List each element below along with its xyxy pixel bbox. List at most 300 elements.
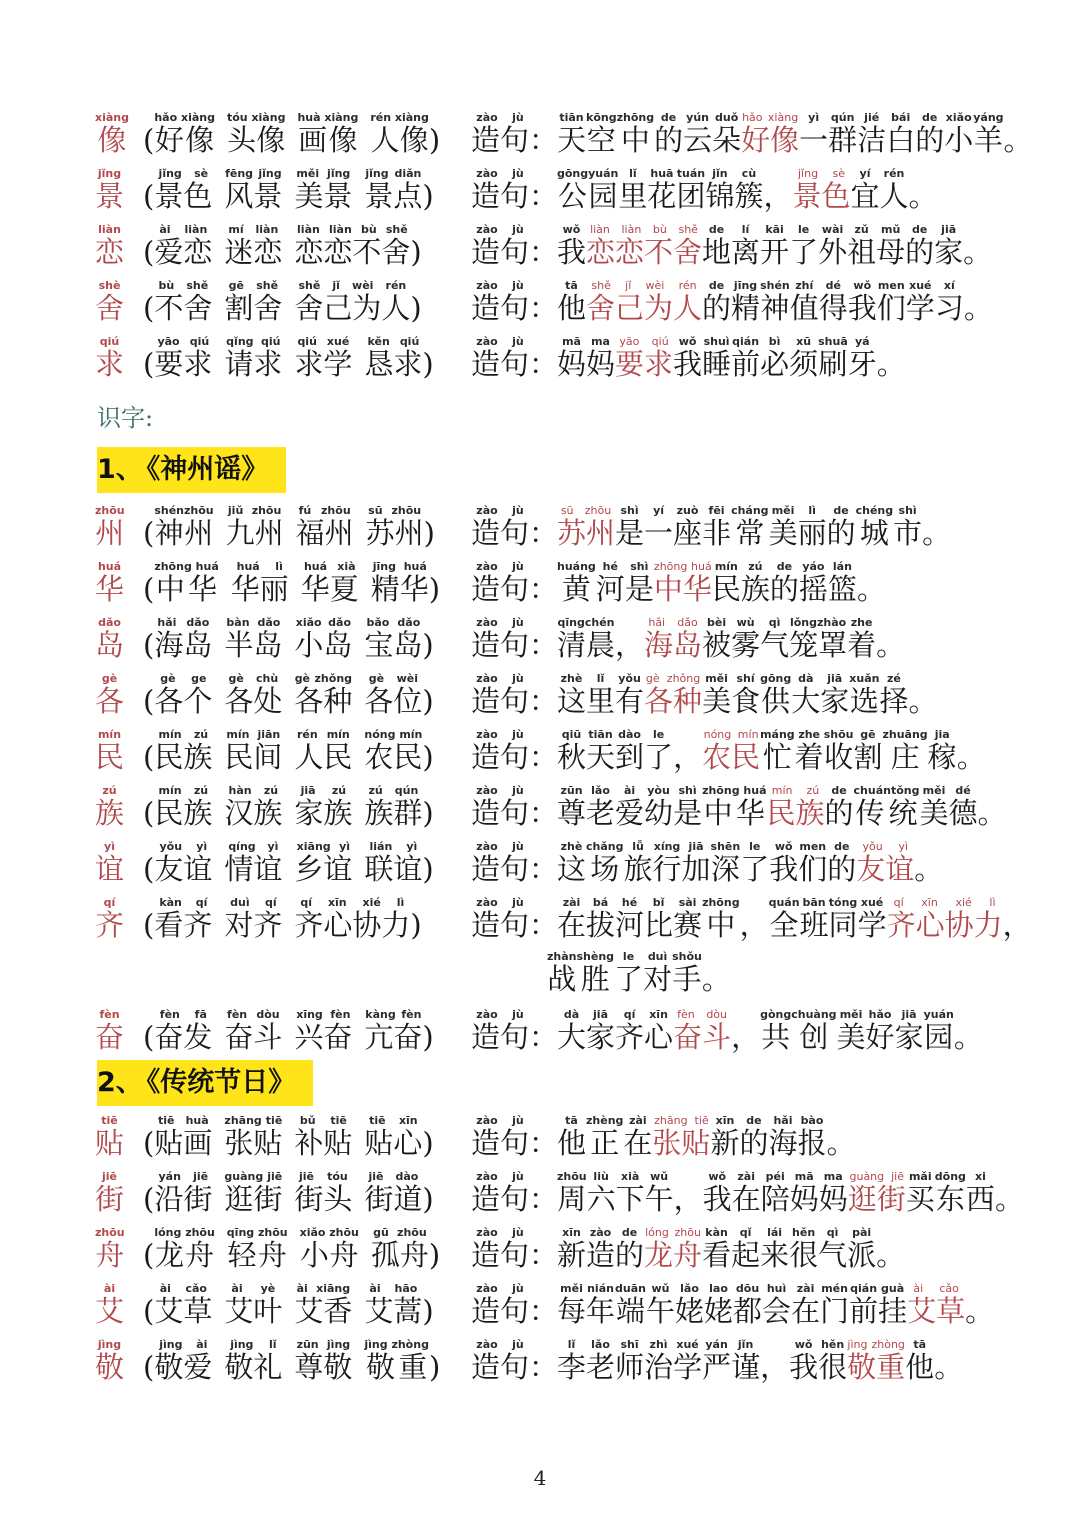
close-paren: ) bbox=[422, 684, 434, 718]
sentence-char: 是shì bbox=[615, 504, 645, 550]
zaoju-ruby: 造句zào jù bbox=[471, 1338, 530, 1384]
target-char bbox=[95, 1009, 129, 1052]
sentence-char: 。 bbox=[908, 179, 938, 213]
sentence-char: 常cháng bbox=[731, 504, 769, 550]
word: 民族mín zú bbox=[154, 784, 213, 830]
sentence-char: 要求yāo qiú bbox=[615, 335, 674, 381]
colon: ： bbox=[529, 796, 559, 830]
sentence-char: 市shì bbox=[893, 504, 923, 550]
sentence-char: 我wǒ bbox=[789, 1338, 819, 1384]
word-group bbox=[143, 1171, 523, 1214]
sentence-char: 来lái bbox=[760, 1226, 790, 1272]
sentence-char: 各种gè zhǒng bbox=[644, 672, 703, 718]
sentence-char: 中华zhōng huá bbox=[702, 784, 767, 830]
example-sentence bbox=[557, 1339, 1035, 1382]
word-group bbox=[143, 561, 523, 604]
example-sentence bbox=[557, 729, 1035, 772]
lesson2-number: 2、 bbox=[97, 1067, 143, 1098]
colon: ： bbox=[529, 908, 559, 942]
target-char-ruby: 华huá bbox=[95, 560, 125, 606]
zaoju-label bbox=[471, 1227, 558, 1270]
open-paren: ( bbox=[143, 572, 155, 606]
word-group bbox=[143, 112, 523, 155]
sentence-char: 前qián bbox=[731, 335, 761, 381]
word: 神州shénzhōu bbox=[154, 504, 214, 550]
sentence-char: 。 bbox=[953, 1020, 983, 1054]
word: 敬礼jìng lǐ bbox=[224, 1338, 283, 1384]
sentence-char: 的de bbox=[769, 560, 799, 606]
sentence-line bbox=[557, 1338, 964, 1384]
sentence-char: 尊zūn bbox=[557, 784, 587, 830]
sentence-char: ， bbox=[615, 628, 645, 662]
sentence-char: 周zhōu bbox=[557, 1170, 587, 1216]
word: 情谊qíng yì bbox=[224, 840, 283, 886]
word: 亢奋kàng fèn bbox=[364, 1008, 423, 1054]
zaoju-label bbox=[471, 729, 558, 772]
sentence-char: 。 bbox=[922, 516, 952, 550]
sentence-char: 。 bbox=[956, 740, 986, 774]
sentence-char: 我wǒ bbox=[557, 223, 587, 269]
word: 华夏huá xià bbox=[300, 560, 359, 606]
sentence-char: 择zé bbox=[879, 672, 909, 718]
sentence-char: 农民nóng mín bbox=[702, 728, 761, 774]
sentence-line bbox=[557, 840, 944, 886]
target-char bbox=[95, 729, 129, 772]
zaoju-ruby: 造句zào jù bbox=[471, 728, 530, 774]
sentence-char: 起qǐ bbox=[731, 1226, 761, 1272]
sentence-line bbox=[557, 896, 1032, 942]
colon: ： bbox=[529, 1294, 559, 1328]
target-char bbox=[95, 1171, 129, 1214]
sentence-char: 龙舟lóng zhōu bbox=[644, 1226, 703, 1272]
word: 张贴zhāng tiē bbox=[224, 1114, 283, 1160]
word: 景色jǐng sè bbox=[154, 167, 213, 213]
colon: ： bbox=[529, 684, 559, 718]
sentence-char: ， bbox=[760, 1350, 790, 1384]
target-char bbox=[95, 561, 129, 604]
target-char-ruby: 岛dǎo bbox=[95, 616, 125, 662]
word: 小舟xiǎo zhōu bbox=[299, 1226, 359, 1272]
sentence-char: 的de bbox=[702, 279, 732, 325]
word: 要求yāo qiú bbox=[154, 335, 213, 381]
sentence-char: 学xué bbox=[857, 896, 887, 942]
zaoju-ruby: 造句zào jù bbox=[471, 335, 530, 381]
target-char bbox=[95, 1339, 129, 1382]
word: 敬爱jìng ài bbox=[154, 1338, 213, 1384]
sentence-char: 。 bbox=[965, 1294, 995, 1328]
target-char-ruby: 贴tiē bbox=[95, 1114, 125, 1160]
word: 风景fēng jǐng bbox=[224, 167, 283, 213]
target-char-ruby: 求qiú bbox=[95, 335, 125, 381]
vocab-entry bbox=[95, 617, 1035, 673]
sentence-char: 了le bbox=[614, 950, 644, 996]
target-char bbox=[95, 673, 129, 716]
zaoju-label bbox=[471, 1171, 558, 1214]
colon: ： bbox=[529, 179, 559, 213]
sentence-char: 的de bbox=[824, 784, 854, 830]
sentence-char: 严yán bbox=[702, 1338, 732, 1384]
sentence-char: 很hěn bbox=[818, 1338, 848, 1384]
zaoju-label bbox=[471, 617, 558, 660]
sentence-char: 宜yí bbox=[850, 167, 880, 213]
sentence-char: 非fēi bbox=[702, 504, 732, 550]
example-sentence bbox=[557, 673, 1035, 716]
sentence-char: 。 bbox=[963, 235, 993, 269]
example-sentence bbox=[557, 1227, 1035, 1270]
close-paren: ) bbox=[422, 347, 434, 381]
target-char-ruby: 族zú bbox=[95, 784, 125, 830]
sentence-char: 的de bbox=[654, 111, 684, 157]
lesson1-number: 1、 bbox=[97, 454, 143, 485]
sentence-char: 前qián bbox=[849, 1282, 879, 1328]
target-char-ruby: 舍shè bbox=[95, 279, 125, 325]
sentence-char: 地de bbox=[702, 223, 732, 269]
sentence-char: 气qì bbox=[818, 1226, 848, 1272]
zaoju-ruby: 造句zào jù bbox=[471, 1226, 530, 1272]
close-paren: ) bbox=[422, 1020, 434, 1054]
sentence-char: 。 bbox=[876, 347, 906, 381]
sentence-char: 团tuán bbox=[676, 167, 706, 213]
word: 各种gè zhǒng bbox=[294, 672, 353, 718]
word: 乡谊xiāng yì bbox=[294, 840, 353, 886]
zaoju-ruby: 造句zào jù bbox=[471, 1008, 530, 1054]
target-char-ruby: 州zhōu bbox=[95, 504, 125, 550]
sentence-char: 中华zhōng huá bbox=[653, 560, 712, 606]
sentence-char: 中zhōng bbox=[616, 111, 655, 157]
sentence-char: 家jiā bbox=[820, 672, 850, 718]
sentence-char: 了le bbox=[789, 223, 819, 269]
sentence-char: 家jiā bbox=[934, 223, 964, 269]
sentence-char: 。 bbox=[876, 1238, 906, 1272]
close-paren: ) bbox=[428, 123, 441, 157]
zaoju-label bbox=[471, 673, 558, 716]
word: 宝岛bǎo dǎo bbox=[364, 616, 423, 662]
sentence-char: 在zài bbox=[557, 896, 587, 942]
target-char-ruby: 敬jìng bbox=[95, 1338, 125, 1384]
zaoju-label bbox=[471, 1283, 558, 1326]
sentence-line bbox=[557, 1008, 983, 1054]
sentence-char: 造zào bbox=[586, 1226, 616, 1272]
sentence-char: 治zhì bbox=[644, 1338, 674, 1384]
sentence-char: 学xué bbox=[673, 1338, 703, 1384]
sentence-char: 同tóng bbox=[828, 896, 858, 942]
sentence-char: 座zuò bbox=[673, 504, 703, 550]
example-sentence bbox=[557, 561, 1035, 604]
sentence-char: 须xū bbox=[789, 335, 819, 381]
sentence-char: 黄huáng bbox=[557, 560, 596, 606]
zaoju-ruby: 造句zào jù bbox=[471, 223, 530, 269]
word: 看齐kàn qí bbox=[154, 896, 213, 942]
vocab-entry bbox=[95, 505, 1035, 561]
sentence-char: 丽lì bbox=[797, 504, 827, 550]
colon: ： bbox=[529, 516, 559, 550]
word: 精华jīng huá bbox=[370, 560, 429, 606]
sentence-char: 姥lǎo bbox=[675, 1282, 705, 1328]
open-paren: ( bbox=[143, 628, 155, 662]
word-group bbox=[143, 1115, 523, 1158]
example-sentence bbox=[557, 841, 1035, 884]
sentence-char: ， bbox=[673, 740, 703, 774]
sentence-char: 新xīn bbox=[710, 1114, 740, 1160]
sentence-char: 老lǎo bbox=[586, 784, 616, 830]
target-char-ruby: 舟zhōu bbox=[95, 1226, 125, 1272]
vocab-entry bbox=[95, 1283, 1035, 1339]
word: 华丽huá lì bbox=[230, 560, 289, 606]
sentence-char: 的de bbox=[615, 1226, 645, 1272]
sentence-char: 收shōu bbox=[823, 728, 854, 774]
word: 补贴bǔ tiē bbox=[294, 1114, 353, 1160]
sentence-line bbox=[557, 335, 906, 381]
target-char bbox=[95, 841, 129, 884]
sentence-char: 妈mā bbox=[557, 335, 587, 381]
sentence-char: 小xiǎo bbox=[944, 111, 974, 157]
colon: ： bbox=[529, 740, 559, 774]
sentence-char: 姥lao bbox=[704, 1282, 734, 1328]
sentence-char: 牙yá bbox=[847, 335, 877, 381]
word: 沿街yán jiē bbox=[154, 1170, 213, 1216]
colon: ： bbox=[529, 1350, 559, 1384]
sentence-char: 。 bbox=[876, 628, 906, 662]
close-paren: ) bbox=[422, 179, 434, 213]
zaoju-ruby: 造句zào jù bbox=[471, 279, 530, 325]
sentence-char: 景色jǐng sè bbox=[792, 167, 851, 213]
sentence-char: 每měi bbox=[557, 1282, 587, 1328]
target-char-ruby: 像xiàng bbox=[95, 111, 129, 157]
sentence-char: 苏州sū zhōu bbox=[557, 504, 616, 550]
word: 农民nóng mín bbox=[364, 728, 423, 774]
sentence-char: 的de bbox=[915, 111, 945, 157]
sentence-line bbox=[557, 560, 886, 606]
sentence-char: 我wǒ bbox=[702, 1170, 732, 1216]
sentence-char: 离lí bbox=[731, 223, 761, 269]
sentence-char: 。 bbox=[977, 796, 1007, 830]
sentence-char: 值zhí bbox=[789, 279, 819, 325]
close-paren: ) bbox=[428, 1238, 441, 1272]
sentence-char: 东dōng bbox=[934, 1170, 966, 1216]
word: 割舍gē shě bbox=[224, 279, 283, 325]
word: 民间mín jiān bbox=[224, 728, 283, 774]
example-sentence bbox=[557, 1171, 1035, 1214]
sentence-line bbox=[557, 111, 1033, 157]
sentence-char: 割gē bbox=[853, 728, 883, 774]
word: 爱恋ài liàn bbox=[154, 223, 213, 269]
close-paren: ) bbox=[428, 572, 441, 606]
close-paren: ) bbox=[422, 852, 434, 886]
sentence-char: 门mén bbox=[820, 1282, 850, 1328]
sentence-char: 端duān bbox=[615, 1282, 646, 1328]
sentence-char: 公园gōngyuán bbox=[557, 167, 619, 213]
sentence-char: 白bái bbox=[886, 111, 916, 157]
sentence-char: 共gòng bbox=[760, 1008, 792, 1054]
sentence-char: 刷shuā bbox=[818, 335, 848, 381]
sentence-char: ， bbox=[739, 908, 769, 942]
target-char-ruby: 齐qí bbox=[95, 896, 125, 942]
sentence-char: 。 bbox=[994, 1182, 1024, 1216]
word: 家族jiā zú bbox=[294, 784, 353, 830]
sentence-char: 午wǔ bbox=[644, 1170, 674, 1216]
sentence-char: 爱ài bbox=[615, 784, 645, 830]
word: 齐心协力qí xīn xié lì bbox=[294, 896, 411, 942]
zaoju-label bbox=[471, 505, 558, 548]
lesson2-title: 《传统节日》 bbox=[146, 1067, 296, 1098]
vocab-entry bbox=[95, 729, 1035, 785]
sentence-char: 妈ma bbox=[818, 1170, 848, 1216]
sentence-char: 加jiā bbox=[681, 840, 711, 886]
sentence-char: 赛sài bbox=[673, 896, 703, 942]
word: 孤舟gū zhōu bbox=[370, 1226, 429, 1272]
sentence-char: 精jīng bbox=[731, 279, 761, 325]
word: 各位gè wèi bbox=[364, 672, 423, 718]
sentence-char: 拔bá bbox=[586, 896, 616, 942]
sentence-char: 好像hǎo xiàng bbox=[741, 111, 800, 157]
sentence-char: 了le bbox=[740, 840, 770, 886]
sentence-char: 秋qiū bbox=[557, 728, 587, 774]
sentence-char: 庄zhuāng bbox=[882, 728, 928, 774]
target-char bbox=[95, 1115, 129, 1158]
close-paren: ) bbox=[410, 235, 422, 269]
vocab-entry bbox=[95, 280, 1035, 336]
word: 小岛xiǎo dǎo bbox=[294, 616, 353, 662]
zaoju-ruby: 造句zào jù bbox=[471, 560, 530, 606]
zaoju-ruby: 造句zào jù bbox=[471, 672, 530, 718]
sentence-char: 选xuǎn bbox=[849, 672, 880, 718]
sentence-char: 的de bbox=[827, 840, 857, 886]
sentence-char: 着zhe bbox=[847, 616, 877, 662]
vocab-entry bbox=[95, 785, 1035, 841]
page-number: 4 bbox=[533, 1466, 547, 1490]
word-group bbox=[143, 785, 523, 828]
word-group bbox=[143, 224, 523, 267]
sentence-char: 摇yáo bbox=[798, 560, 828, 606]
sentence-char: 很hěn bbox=[789, 1226, 819, 1272]
sentence-char: 场chǎng bbox=[586, 840, 624, 886]
sentence-char: 民族mín zú bbox=[766, 784, 825, 830]
sentence-char: 神shén bbox=[760, 279, 790, 325]
sentence-char: 羊yáng bbox=[973, 111, 1004, 157]
word-group bbox=[143, 729, 523, 772]
colon: ： bbox=[529, 1182, 559, 1216]
word: 艾蒿ài hāo bbox=[364, 1282, 423, 1328]
sentence-char: 看kàn bbox=[702, 1226, 732, 1272]
word: 艾香ài xiāng bbox=[294, 1282, 353, 1328]
sentence-char: 园yuán bbox=[923, 1008, 954, 1054]
open-paren: ( bbox=[143, 1238, 155, 1272]
zaoju-label bbox=[471, 841, 558, 884]
close-paren: ) bbox=[428, 1350, 441, 1384]
sentence-char: 。 bbox=[934, 1350, 964, 1384]
open-paren: ( bbox=[143, 1294, 155, 1328]
open-paren: ( bbox=[143, 235, 155, 269]
sentence-char: 深shēn bbox=[710, 840, 741, 886]
sentence-char: 齐qí bbox=[615, 1008, 645, 1054]
sentence-char: 学xué bbox=[905, 279, 935, 325]
zaoju-ruby: 造句zào jù bbox=[471, 1282, 530, 1328]
sentence-char: 六liù bbox=[586, 1170, 616, 1216]
word-group bbox=[143, 673, 523, 716]
sentence-char: 中zhōng bbox=[702, 896, 740, 942]
word: 兴奋xīng fèn bbox=[294, 1008, 353, 1054]
word: 各处gè chù bbox=[224, 672, 283, 718]
word: 轻舟qīng zhōu bbox=[226, 1226, 288, 1272]
sentence-char: 陪péi bbox=[760, 1170, 790, 1216]
example-sentence bbox=[547, 896, 1035, 996]
sentence-char: 逛街guàng jiē bbox=[847, 1170, 906, 1216]
sentence-char: 妈mā bbox=[789, 1170, 819, 1216]
sentence-char: 战zhàn bbox=[547, 950, 577, 996]
zaoju-ruby: 造句zào jù bbox=[471, 616, 530, 662]
word: 街道jiē dào bbox=[364, 1170, 423, 1216]
sentence-char: 母mǔ bbox=[876, 223, 906, 269]
open-paren: ( bbox=[143, 1350, 155, 1384]
sentence-char: 是shì bbox=[673, 784, 703, 830]
sentence-char: 报bào bbox=[797, 1114, 827, 1160]
sentence-char: 必bì bbox=[760, 335, 790, 381]
sentence-char: 班bān bbox=[799, 896, 829, 942]
sentence-char: 天tiān bbox=[557, 111, 587, 157]
target-char bbox=[95, 224, 129, 267]
word: 民族mín zú bbox=[154, 728, 213, 774]
sentence-char: 比bǐ bbox=[644, 896, 674, 942]
close-paren: ) bbox=[422, 1294, 434, 1328]
word: 好像hǎo xiàng bbox=[154, 111, 215, 157]
sentence-char: 供gōng bbox=[760, 672, 792, 718]
sentence-char: 篮lán bbox=[827, 560, 857, 606]
colon: ： bbox=[529, 1126, 559, 1160]
word-group bbox=[143, 1339, 523, 1382]
sentence-char: 会huì bbox=[762, 1282, 792, 1328]
sentence-line bbox=[557, 728, 986, 774]
target-char-ruby: 恋liàn bbox=[95, 223, 125, 269]
vocab-entry bbox=[95, 897, 1035, 1009]
sentence-char: 张贴zhāng tiē bbox=[652, 1114, 711, 1160]
open-paren: ( bbox=[143, 516, 155, 550]
close-paren: ) bbox=[422, 628, 434, 662]
sentence-char: 齐心协力qí xīn xié lì bbox=[886, 896, 1003, 942]
sentence-char: 族zú bbox=[740, 560, 770, 606]
open-paren: ( bbox=[143, 740, 155, 774]
colon: ： bbox=[529, 1020, 559, 1054]
sentence-char: 海hǎi bbox=[768, 1114, 798, 1160]
sentence-char: 美měi bbox=[919, 784, 949, 830]
zaoju-label bbox=[471, 785, 558, 828]
word: 美景měi jǐng bbox=[294, 167, 353, 213]
sentence-char: 们men bbox=[876, 279, 906, 325]
close-paren: ) bbox=[422, 1126, 434, 1160]
word: 奋发fèn fā bbox=[154, 1008, 213, 1054]
word: 汉族hàn zú bbox=[224, 784, 283, 830]
word: 人像rén xiàng bbox=[370, 111, 429, 157]
zaoju-label bbox=[471, 280, 558, 323]
sentence-char: 派pài bbox=[847, 1226, 877, 1272]
word: 龙舟lóng zhōu bbox=[154, 1226, 215, 1272]
sentence-line bbox=[557, 1226, 906, 1272]
sentence-char: 。 bbox=[856, 572, 886, 606]
example-sentence bbox=[557, 168, 1035, 211]
word: 街头jiē tóu bbox=[294, 1170, 353, 1216]
word: 不舍bù shě bbox=[154, 279, 213, 325]
example-sentence bbox=[557, 280, 1035, 323]
sentence-char: 河hé bbox=[615, 896, 645, 942]
target-char bbox=[95, 1283, 129, 1326]
word: 请求qǐng qiú bbox=[224, 335, 283, 381]
sentence-char: 在zài bbox=[623, 1114, 653, 1160]
sentence-char: 空kōng bbox=[586, 111, 617, 157]
zaoju-label bbox=[471, 897, 558, 940]
sentence-char: 里lǐ bbox=[618, 167, 648, 213]
zaoju-label bbox=[471, 168, 558, 211]
word: 友谊yǒu yì bbox=[154, 840, 213, 886]
zaoju-label bbox=[471, 1115, 558, 1158]
